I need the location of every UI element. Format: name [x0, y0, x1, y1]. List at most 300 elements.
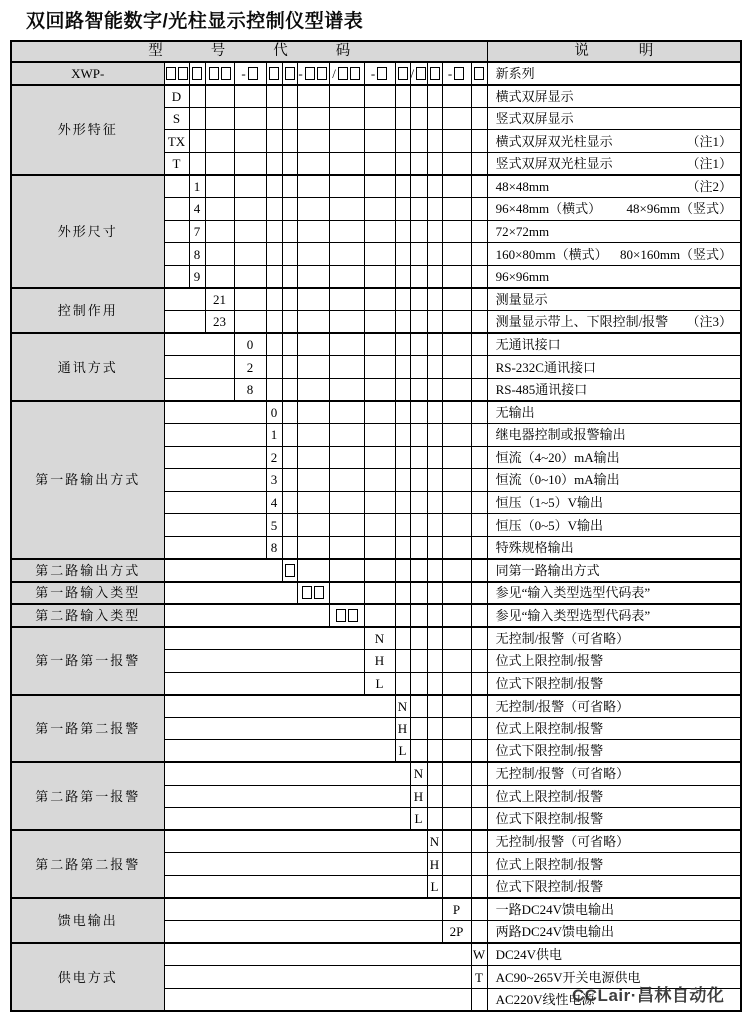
- desc-text: 继电器控制或报警输出: [495, 427, 626, 443]
- empty-code-cell: [234, 130, 266, 153]
- table-row: [11, 288, 741, 311]
- empty-code-cell: [329, 469, 364, 492]
- empty-code-cell: [410, 130, 427, 153]
- desc-text: 位式下限控制/报警: [495, 811, 604, 827]
- empty-code-cell: [297, 514, 329, 537]
- page-title: 双回路智能数字/光柱显示控制仪型谱表: [26, 11, 364, 32]
- empty-code-cell: [442, 469, 471, 492]
- empty-code-cell: [395, 401, 410, 424]
- empty-code-cell: [471, 288, 487, 311]
- blank-span-cell: [164, 717, 395, 740]
- empty-code-cell: [427, 604, 442, 627]
- empty-code-cell: [329, 288, 364, 311]
- empty-code-cell: [427, 446, 442, 469]
- empty-code-cell: [471, 265, 487, 288]
- empty-code-cell: [471, 85, 487, 108]
- empty-code-cell: [471, 921, 487, 944]
- empty-code-cell: [427, 649, 442, 672]
- empty-code-cell: [364, 582, 395, 605]
- empty-code-cell: [364, 175, 395, 198]
- blank-span-cell: [164, 762, 410, 785]
- empty-code-cell: [471, 333, 487, 356]
- empty-code-cell: [395, 356, 410, 379]
- empty-code-cell: [297, 175, 329, 198]
- empty-code-cell: [364, 333, 395, 356]
- empty-code-cell: [442, 559, 471, 582]
- empty-code-cell: [427, 401, 442, 424]
- empty-code-cell: [364, 198, 395, 221]
- empty-code-cell: [329, 356, 364, 379]
- blank-span-cell: [164, 198, 189, 221]
- empty-code-cell: [234, 243, 266, 266]
- empty-code-cell: [442, 536, 471, 559]
- empty-code-cell: [471, 717, 487, 740]
- empty-code-cell: [410, 514, 427, 537]
- empty-code-cell: [395, 265, 410, 288]
- desc-cell: [487, 672, 741, 695]
- desc-text: 位式下限控制/报警: [495, 743, 604, 759]
- empty-code-cell: [205, 107, 234, 130]
- code-separator: -: [241, 65, 246, 81]
- code-separator: /: [410, 65, 415, 81]
- empty-code-cell: [395, 446, 410, 469]
- empty-code-cell: [266, 288, 282, 311]
- code-placeholder-box-icon: [398, 67, 408, 80]
- empty-code-cell: [189, 107, 205, 130]
- empty-code-cell: [471, 582, 487, 605]
- table-row: [11, 582, 741, 605]
- empty-code-cell: [364, 536, 395, 559]
- empty-code-cell: [364, 152, 395, 175]
- desc-text: 测量显示: [495, 291, 548, 307]
- desc-cell: [487, 469, 741, 492]
- empty-code-cell: [234, 288, 266, 311]
- empty-code-cell: [442, 107, 471, 130]
- desc-cell: [487, 220, 741, 243]
- empty-code-cell: [329, 582, 364, 605]
- empty-code-cell: [266, 311, 282, 334]
- empty-code-cell: [471, 446, 487, 469]
- empty-code-cell: [427, 288, 442, 311]
- empty-code-cell: [364, 130, 395, 153]
- empty-code-cell: [329, 536, 364, 559]
- empty-code-cell: [282, 378, 297, 401]
- empty-code-cell: [471, 514, 487, 537]
- empty-code-cell: [282, 152, 297, 175]
- model-prefix-cell: XWP-: [11, 62, 164, 85]
- empty-code-cell: [297, 446, 329, 469]
- desc-cell: [487, 265, 741, 288]
- empty-code-cell: [395, 424, 410, 447]
- empty-code-cell: [364, 356, 395, 379]
- blank-span-cell: [164, 175, 189, 198]
- value-cell: 8: [266, 536, 282, 559]
- code-placeholder-box-icon: [285, 67, 295, 80]
- empty-code-cell: [410, 469, 427, 492]
- desc-text: 恒流（4~20）mA输出: [495, 449, 620, 465]
- empty-code-cell: [395, 107, 410, 130]
- value-cell: 7: [189, 220, 205, 243]
- desc-cell: [487, 198, 741, 221]
- blank-span-cell: [164, 853, 427, 876]
- table-row: [11, 175, 741, 198]
- empty-code-cell: [266, 265, 282, 288]
- empty-code-cell: [427, 152, 442, 175]
- desc-cell: [487, 130, 741, 153]
- desc-note: （注2）: [686, 179, 733, 195]
- desc-text: 无控制/报警（可省略）: [495, 698, 630, 714]
- blank-span-cell: [164, 921, 442, 944]
- empty-code-cell: [395, 672, 410, 695]
- empty-code-cell: [364, 288, 395, 311]
- empty-code-cell: [471, 898, 487, 921]
- value-cell: N: [364, 627, 395, 650]
- empty-code-cell: [395, 288, 410, 311]
- empty-code-cell: [471, 401, 487, 424]
- empty-code-cell: [395, 469, 410, 492]
- empty-code-cell: [427, 378, 442, 401]
- empty-code-cell: [471, 875, 487, 898]
- desc-text: 参见“输入类型选型代码表”: [495, 585, 651, 601]
- empty-code-cell: [410, 717, 427, 740]
- blank-span-cell: [164, 943, 471, 966]
- empty-code-cell: [442, 762, 471, 785]
- desc-cell: [487, 717, 741, 740]
- section-label: 第一路输出方式: [11, 401, 164, 559]
- empty-code-cell: [329, 446, 364, 469]
- empty-code-cell: [395, 152, 410, 175]
- empty-code-cell: [234, 265, 266, 288]
- code-placeholder-box-icon: [314, 586, 324, 599]
- empty-code-cell: [471, 175, 487, 198]
- desc-text: 位式上限控制/报警: [495, 856, 604, 872]
- empty-code-cell: [427, 175, 442, 198]
- empty-code-cell: [471, 762, 487, 785]
- value-cell: 1: [266, 424, 282, 447]
- empty-code-cell: [395, 582, 410, 605]
- empty-code-cell: [471, 536, 487, 559]
- desc-text: DC24V供电: [495, 947, 563, 963]
- empty-code-cell: [471, 830, 487, 853]
- empty-code-cell: [297, 356, 329, 379]
- empty-code-cell: [297, 220, 329, 243]
- empty-code-cell: [329, 378, 364, 401]
- empty-code-cell: [297, 401, 329, 424]
- empty-code-cell: [410, 107, 427, 130]
- empty-code-cell: [471, 853, 487, 876]
- empty-code-cell: [364, 107, 395, 130]
- desc-text: 72×72mm: [495, 223, 550, 239]
- value-cell: 23: [205, 311, 234, 334]
- empty-code-cell: [282, 288, 297, 311]
- blank-span-cell: [164, 740, 395, 763]
- empty-code-cell: [442, 808, 471, 831]
- empty-code-cell: [266, 107, 282, 130]
- code-separator: /: [332, 65, 336, 81]
- value-cell: L: [364, 672, 395, 695]
- empty-code-cell: [395, 604, 410, 627]
- empty-code-cell: [442, 220, 471, 243]
- desc-text: 无通讯接口: [495, 337, 561, 353]
- empty-code-cell: [427, 220, 442, 243]
- model-spec-table: [10, 40, 742, 1012]
- blank-span-cell: [164, 311, 205, 334]
- desc-text: 恒压（1~5）V输出: [495, 495, 603, 511]
- section-label: 第一路第二报警: [11, 695, 164, 763]
- desc-text: 48×48mm: [495, 179, 550, 195]
- empty-code-cell: [364, 424, 395, 447]
- desc-text: 横式双屏显示: [495, 88, 574, 104]
- empty-code-cell: [234, 175, 266, 198]
- section-label: 第一路输入类型: [11, 582, 164, 605]
- empty-code-cell: [329, 107, 364, 130]
- code-placeholder-box-icon: [454, 67, 464, 80]
- empty-code-cell: [471, 672, 487, 695]
- empty-code-cell: [427, 695, 442, 718]
- empty-code-cell: [471, 311, 487, 334]
- empty-code-cell: [410, 536, 427, 559]
- desc-text: 无控制/报警（可省略）: [495, 630, 630, 646]
- empty-code-cell: [329, 220, 364, 243]
- desc-text: 160×80mm（横式）: [495, 246, 608, 262]
- table-row: [11, 604, 741, 627]
- empty-code-cell: [205, 130, 234, 153]
- empty-code-cell: [471, 627, 487, 650]
- empty-code-cell: [442, 424, 471, 447]
- code-separator: -: [447, 65, 453, 81]
- desc-note: 48×96mm（竖式）: [626, 201, 733, 217]
- empty-code-cell: [234, 198, 266, 221]
- empty-code-cell: [205, 152, 234, 175]
- desc-text: RS-232C通讯接口: [495, 359, 596, 375]
- empty-code-cell: [395, 85, 410, 108]
- value-cell: 0: [234, 333, 266, 356]
- empty-code-cell: [410, 649, 427, 672]
- empty-code-cell: [364, 604, 395, 627]
- value-cell: W: [471, 943, 487, 966]
- desc-cell: [487, 875, 741, 898]
- code-separator: -: [370, 65, 376, 81]
- empty-code-cell: [282, 356, 297, 379]
- desc-text: AC90~265V开关电源供电: [495, 969, 641, 985]
- desc-cell: [487, 921, 741, 944]
- desc-text: 位式上限控制/报警: [495, 653, 604, 669]
- table-row: [11, 333, 741, 356]
- empty-code-cell: [205, 220, 234, 243]
- empty-code-cell: [364, 243, 395, 266]
- blank-span-cell: [164, 559, 282, 582]
- empty-code-cell: [410, 378, 427, 401]
- value-cell: S: [164, 107, 189, 130]
- empty-code-cell: [442, 853, 471, 876]
- value-cell: 21: [205, 288, 234, 311]
- empty-code-cell: [266, 243, 282, 266]
- empty-code-cell: [442, 491, 471, 514]
- empty-code-cell: [297, 536, 329, 559]
- model-code-cell: [395, 62, 410, 85]
- empty-code-cell: [329, 85, 364, 108]
- empty-code-cell: [442, 356, 471, 379]
- empty-code-cell: [427, 469, 442, 492]
- empty-code-cell: [410, 491, 427, 514]
- model-code-cell: [364, 62, 395, 85]
- empty-code-cell: [266, 333, 282, 356]
- empty-code-cell: [297, 559, 329, 582]
- blank-span-cell: [164, 401, 266, 424]
- model-code-cell: [234, 62, 266, 85]
- desc-cell: [487, 604, 741, 627]
- value-cell: 5: [266, 514, 282, 537]
- value-cell: [297, 582, 329, 605]
- empty-code-cell: [364, 401, 395, 424]
- value-cell: 4: [189, 198, 205, 221]
- empty-code-cell: [410, 265, 427, 288]
- blank-span-cell: [164, 469, 266, 492]
- empty-code-cell: [427, 107, 442, 130]
- table-row: [11, 401, 741, 424]
- desc-cell: [487, 175, 741, 198]
- model-code-cell: [410, 62, 427, 85]
- empty-code-cell: [410, 220, 427, 243]
- empty-code-cell: [471, 559, 487, 582]
- empty-code-cell: [234, 152, 266, 175]
- empty-code-cell: [205, 265, 234, 288]
- value-cell: N: [395, 695, 410, 718]
- empty-code-cell: [329, 491, 364, 514]
- desc-header-cell: [487, 41, 741, 62]
- empty-code-cell: [427, 808, 442, 831]
- empty-code-cell: [442, 265, 471, 288]
- desc-cell: [487, 582, 741, 605]
- empty-code-cell: [442, 649, 471, 672]
- empty-code-cell: [442, 378, 471, 401]
- empty-code-cell: [442, 875, 471, 898]
- empty-code-cell: [282, 424, 297, 447]
- empty-code-cell: [442, 604, 471, 627]
- empty-code-cell: [297, 378, 329, 401]
- empty-code-cell: [410, 85, 427, 108]
- blank-span-cell: [164, 536, 266, 559]
- empty-code-cell: [297, 491, 329, 514]
- empty-code-cell: [329, 243, 364, 266]
- code-placeholder-box-icon: [221, 67, 231, 80]
- empty-code-cell: [410, 175, 427, 198]
- desc-text: 横式双屏双光柱显示: [495, 133, 613, 149]
- table-row: [11, 830, 741, 853]
- empty-code-cell: [427, 785, 442, 808]
- table-header-row: [11, 41, 741, 62]
- blank-span-cell: [164, 604, 329, 627]
- empty-code-cell: [427, 130, 442, 153]
- empty-code-cell: [442, 175, 471, 198]
- empty-code-cell: [266, 175, 282, 198]
- blank-span-cell: [164, 695, 395, 718]
- table-row: [11, 898, 741, 921]
- empty-code-cell: [427, 356, 442, 379]
- empty-code-cell: [410, 198, 427, 221]
- empty-code-cell: [442, 243, 471, 266]
- desc-cell: [487, 288, 741, 311]
- empty-code-cell: [410, 672, 427, 695]
- empty-code-cell: [410, 582, 427, 605]
- empty-code-cell: [297, 265, 329, 288]
- empty-code-cell: [282, 265, 297, 288]
- model-code-cell: [329, 62, 364, 85]
- value-cell: TX: [164, 130, 189, 153]
- empty-code-cell: [189, 85, 205, 108]
- desc-text: 测量显示带上、下限控制/报警: [495, 314, 669, 330]
- value-cell: L: [395, 740, 410, 763]
- empty-code-cell: [282, 220, 297, 243]
- code-placeholder-box-icon: [302, 586, 312, 599]
- code-header-label: 型号代码: [148, 43, 399, 60]
- value-cell: 3: [266, 469, 282, 492]
- empty-code-cell: [471, 220, 487, 243]
- code-header-cell: [11, 41, 487, 62]
- desc-cell: [487, 446, 741, 469]
- section-label: 馈电输出: [11, 898, 164, 943]
- empty-code-cell: [282, 175, 297, 198]
- empty-code-cell: [395, 559, 410, 582]
- desc-text: 无输出: [495, 404, 535, 420]
- empty-code-cell: [282, 130, 297, 153]
- empty-code-cell: [364, 514, 395, 537]
- empty-code-cell: [395, 220, 410, 243]
- empty-code-cell: [297, 288, 329, 311]
- empty-code-cell: [471, 356, 487, 379]
- empty-code-cell: [364, 85, 395, 108]
- value-cell: 8: [189, 243, 205, 266]
- value-cell: P: [442, 898, 471, 921]
- empty-code-cell: [471, 785, 487, 808]
- code-placeholder-box-icon: [269, 67, 279, 80]
- desc-cell: [487, 853, 741, 876]
- desc-text: AC220V线性电源: [495, 991, 595, 1007]
- empty-code-cell: [282, 107, 297, 130]
- desc-text: 竖式双屏双光柱显示: [495, 155, 613, 171]
- empty-code-cell: [205, 243, 234, 266]
- desc-cell: [487, 536, 741, 559]
- desc-cell: [487, 514, 741, 537]
- value-cell: 8: [234, 378, 266, 401]
- empty-code-cell: [282, 243, 297, 266]
- empty-code-cell: [442, 152, 471, 175]
- code-placeholder-box-icon: [430, 67, 440, 80]
- value-cell: L: [410, 808, 427, 831]
- desc-note: 80×160mm（竖式）: [620, 246, 733, 262]
- empty-code-cell: [297, 469, 329, 492]
- empty-code-cell: [427, 627, 442, 650]
- empty-code-cell: [364, 491, 395, 514]
- code-placeholder-box-icon: [285, 564, 295, 577]
- empty-code-cell: [427, 198, 442, 221]
- empty-code-cell: [427, 491, 442, 514]
- desc-text: 新系列: [495, 65, 535, 81]
- value-cell: [329, 604, 364, 627]
- blank-span-cell: [164, 491, 266, 514]
- empty-code-cell: [364, 378, 395, 401]
- empty-code-cell: [427, 717, 442, 740]
- empty-code-cell: [329, 175, 364, 198]
- desc-cell: [487, 243, 741, 266]
- empty-code-cell: [205, 175, 234, 198]
- value-cell: N: [427, 830, 442, 853]
- desc-cell: [487, 311, 741, 334]
- empty-code-cell: [282, 85, 297, 108]
- section-label: 通讯方式: [11, 333, 164, 401]
- section-label: 第二路输入类型: [11, 604, 164, 627]
- empty-code-cell: [471, 740, 487, 763]
